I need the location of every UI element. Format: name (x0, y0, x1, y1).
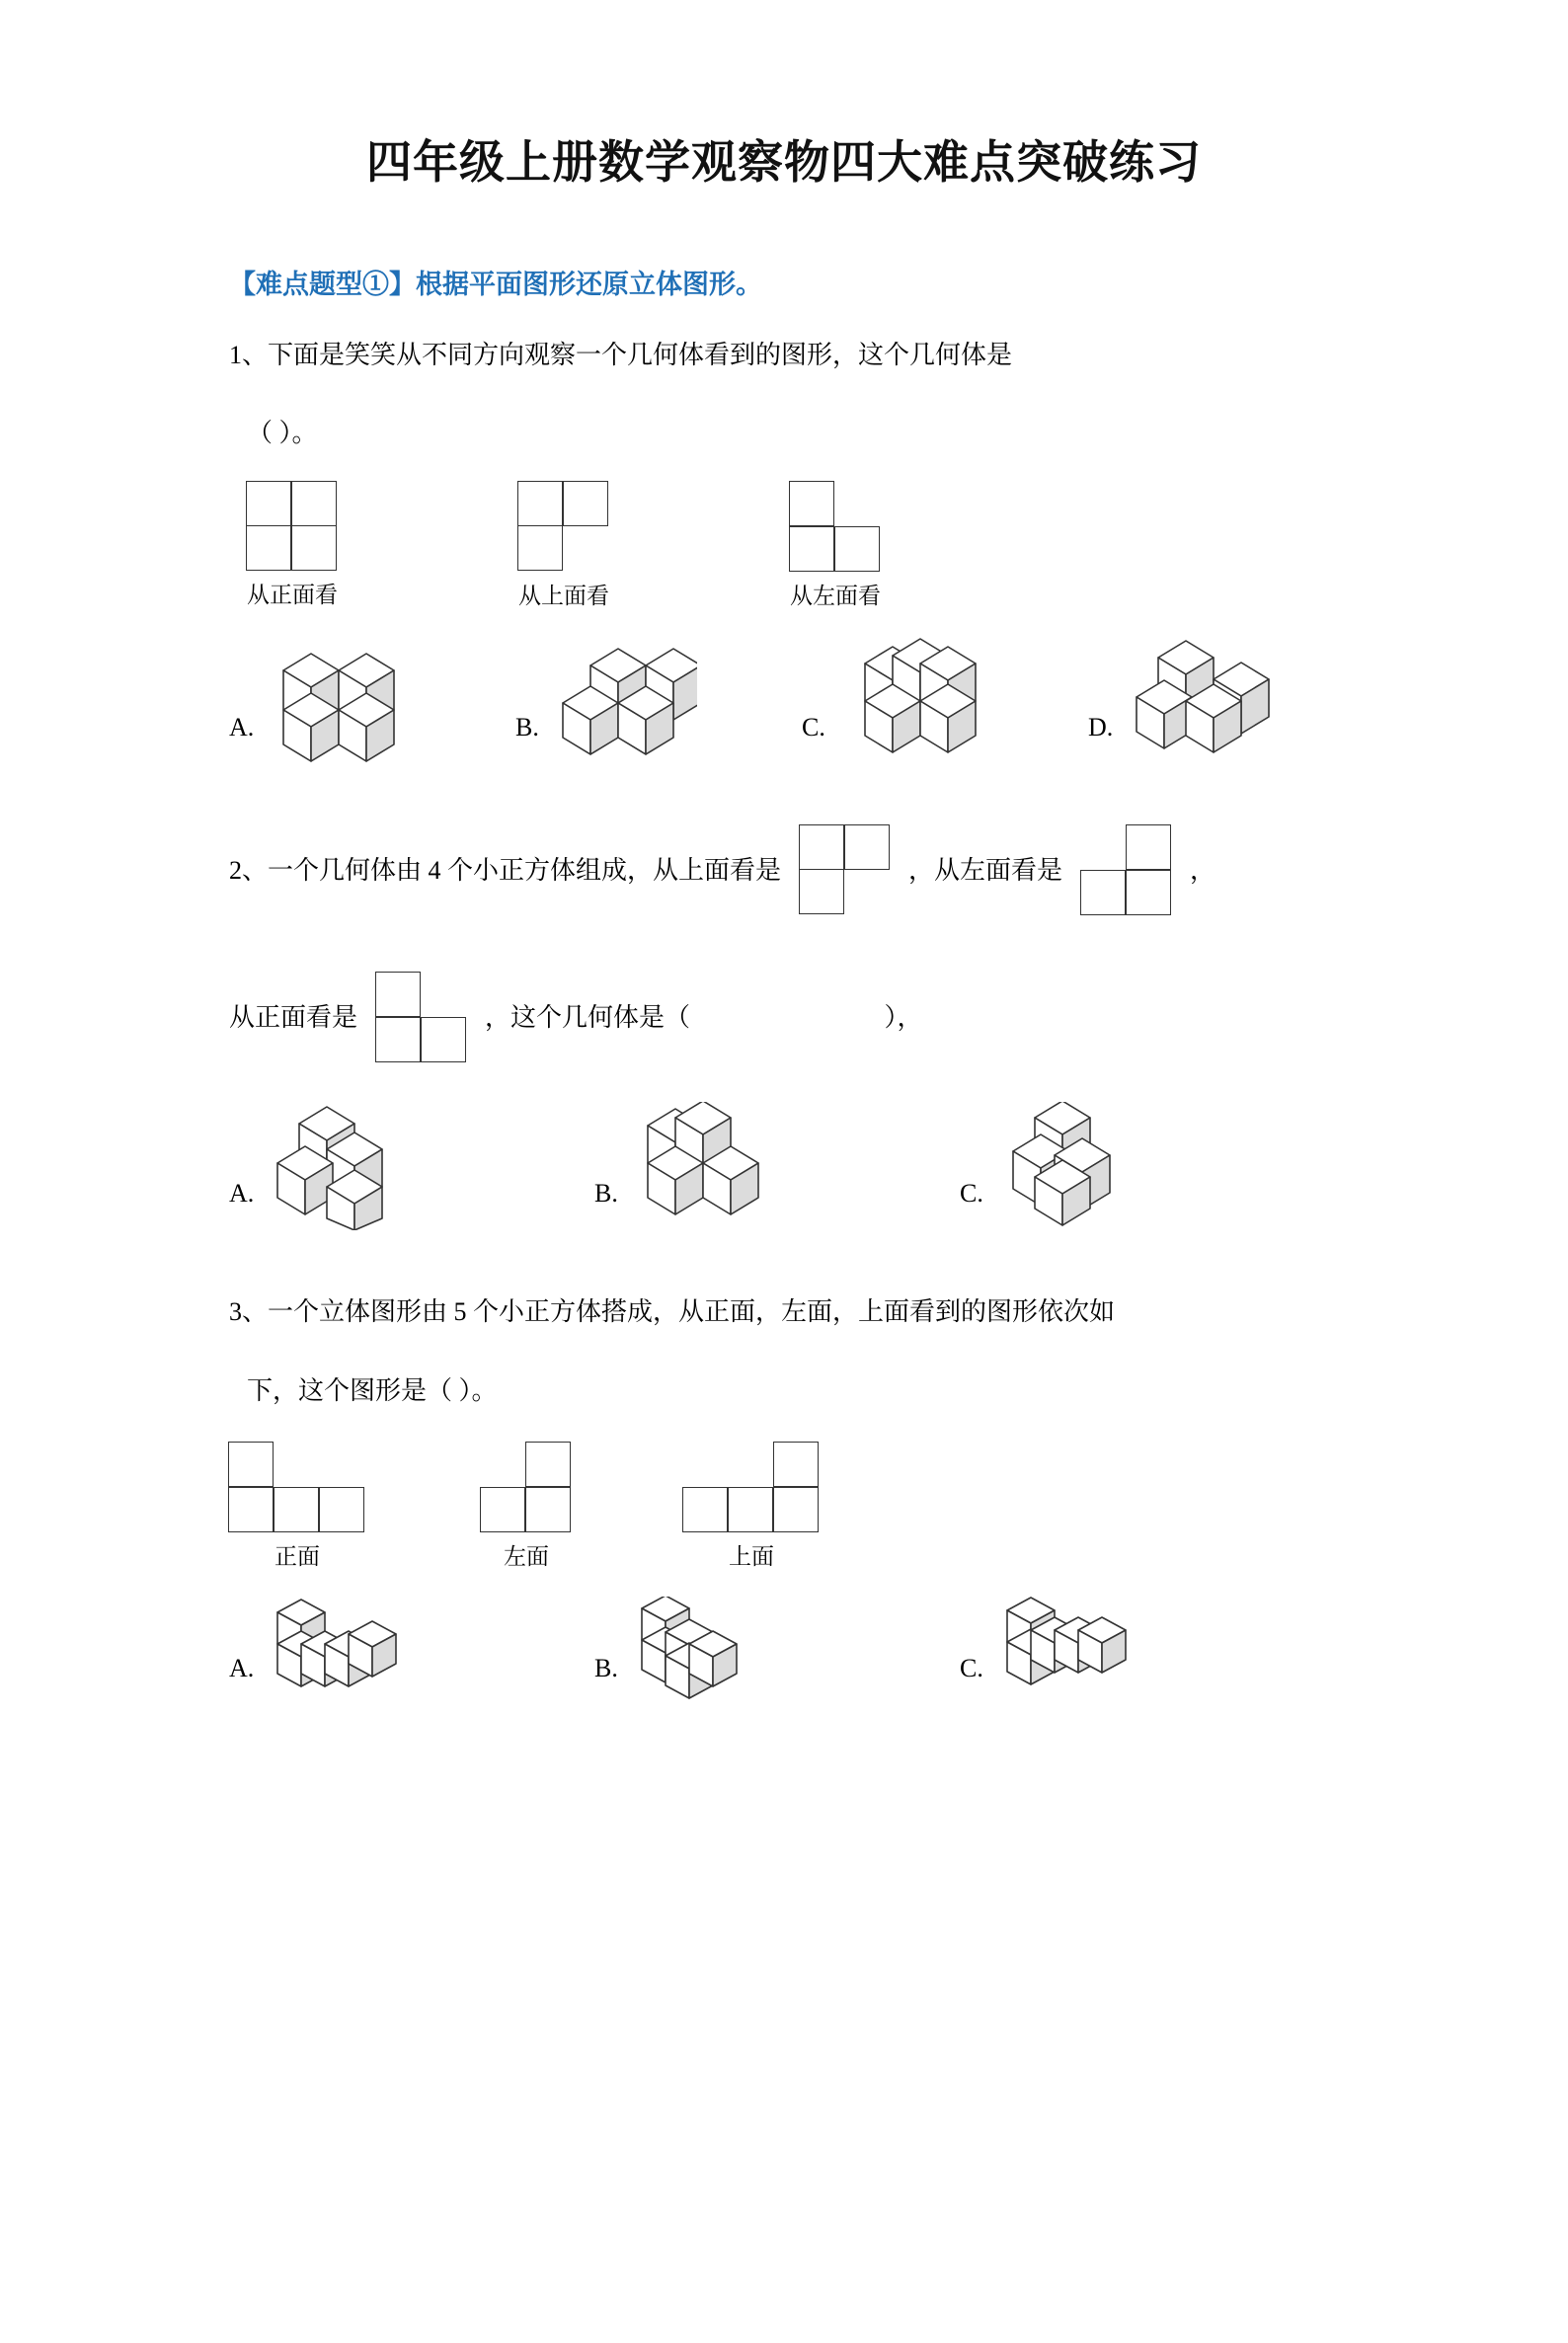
option-label: A. (229, 1654, 255, 1683)
grid-cell-empty (481, 1443, 526, 1488)
view-left-q1 (790, 482, 1061, 610)
grid-cell (421, 1017, 466, 1062)
view-caption: 上面 (729, 1544, 774, 1570)
grid-cell (228, 1487, 274, 1532)
view-caption: 从正面看 (247, 583, 338, 608)
question-2-text-part4: 从正面看是 (229, 1003, 358, 1033)
grid-cell (799, 824, 844, 870)
grid-cell (728, 1487, 773, 1532)
option-label: B. (594, 1179, 618, 1209)
question-2-line1 (229, 825, 1355, 915)
option-a-q1[interactable] (229, 636, 515, 764)
question-1-text-line2: （ ）。 (247, 419, 318, 448)
cube-figure-c-q1 (835, 636, 993, 764)
option-label: C. (802, 712, 825, 742)
question-1-views (247, 482, 1568, 610)
grid-cell-empty (729, 1443, 774, 1488)
cube-figure-c-q3 (993, 1597, 1171, 1705)
view-front-q1 (247, 482, 518, 610)
option-label: B. (594, 1654, 618, 1683)
option-b-q1[interactable] (515, 636, 802, 764)
question-2-line2 (229, 973, 1355, 1062)
grid-cell-empty (1081, 825, 1127, 871)
option-b-q3[interactable] (594, 1597, 960, 1705)
grid-cell (246, 481, 291, 526)
question-3-options (229, 1597, 1568, 1705)
question-3-text-line2: 下，这个图形是（ ）。 (247, 1375, 498, 1405)
grid-cell (480, 1487, 525, 1532)
grid-cell (1126, 824, 1171, 870)
grid-cell-empty (320, 1443, 365, 1488)
grid-cell (563, 481, 608, 526)
grid-cell (319, 1487, 364, 1532)
grid-cell (773, 1487, 819, 1532)
grid-cell (834, 526, 880, 572)
cube-figure-c-q2 (993, 1102, 1151, 1230)
option-c-q3[interactable] (960, 1597, 1325, 1705)
cube-figure-b-q2 (628, 1102, 786, 1230)
option-c-q2[interactable] (960, 1102, 1325, 1230)
cube-figure-b-q3 (628, 1597, 806, 1705)
grid-cell-empty (564, 526, 609, 572)
question-2-text-part5: ，这个几何体是（ (485, 1003, 691, 1033)
option-a-q3[interactable] (229, 1597, 594, 1705)
grid-cell (274, 1487, 319, 1532)
option-c-q1[interactable] (802, 636, 1088, 764)
view-front-q2 (376, 973, 467, 1062)
grid-cell (525, 1442, 571, 1487)
view-top-q1 (518, 482, 790, 610)
grid-cell (682, 1487, 728, 1532)
section-heading-1: 【难点题型①】根据平面图形还原立体图形。 (229, 270, 762, 299)
grid-cell (1080, 870, 1126, 915)
view-top-q2 (800, 825, 891, 915)
question-2-options (229, 1102, 1568, 1230)
page-title: 四年级上册数学观察物四大难点突破练习 (366, 136, 1202, 188)
cube-figure-b-q1 (549, 636, 697, 764)
grid-cell (844, 824, 890, 870)
grid-cell (228, 1442, 274, 1487)
worksheet-page (0, 126, 1568, 2343)
view-caption: 从上面看 (518, 583, 609, 608)
option-d-q1[interactable] (1088, 636, 1374, 764)
view-left-q2 (1081, 825, 1172, 915)
option-b-q2[interactable] (594, 1102, 960, 1230)
view-front-q3 (229, 1443, 481, 1571)
option-label: D. (1088, 712, 1114, 742)
question-2-text-part6: ）， (884, 1003, 923, 1033)
option-a-q2[interactable] (229, 1102, 594, 1230)
question-3-views (229, 1443, 1568, 1571)
cube-figure-a-q2 (264, 1102, 422, 1230)
view-caption: 左面 (504, 1544, 549, 1570)
view-top-q3 (683, 1443, 935, 1571)
question-2-text-part3: ， (1190, 855, 1216, 885)
option-label: A. (229, 1179, 255, 1209)
grid-cell (246, 525, 291, 571)
view-caption: 正面 (274, 1544, 320, 1570)
grid-cell (789, 526, 834, 572)
grid-cell (517, 481, 563, 526)
grid-cell (799, 869, 844, 914)
option-label: A. (229, 712, 255, 742)
cube-figure-d-q1 (1123, 636, 1291, 764)
option-label: C. (960, 1654, 983, 1683)
grid-cell (291, 525, 337, 571)
option-label: B. (515, 712, 539, 742)
question-1-text-line1: 1、下面是笑笑从不同方向观察一个几何体看到的图形，这个几何体是 (229, 341, 1013, 369)
view-caption: 从左面看 (790, 583, 881, 608)
grid-cell-empty (683, 1443, 729, 1488)
grid-cell (291, 481, 337, 526)
question-3-text-line1: 3、一个立体图形由 5 个小正方体搭成，从正面，左面，上面看到的图形依次如 (229, 1297, 1116, 1327)
grid-cell (517, 525, 563, 571)
grid-cell (375, 972, 421, 1017)
grid-cell-empty (835, 482, 881, 527)
grid-cell-empty (422, 973, 467, 1018)
question-2-text-part2: ，从左面看是 (908, 855, 1063, 885)
option-label: C. (960, 1179, 983, 1209)
cube-figure-a-q1 (264, 636, 412, 764)
grid-cell (1126, 870, 1171, 915)
grid-cell (375, 1017, 421, 1062)
question-2-text-part1: 2、一个几何体由 4 个小正方体组成，从上面看是 (229, 855, 782, 885)
cube-figure-a-q3 (264, 1597, 441, 1705)
question-1-options (229, 636, 1568, 764)
grid-cell (789, 481, 834, 526)
grid-cell (773, 1442, 819, 1487)
grid-cell-empty (274, 1443, 320, 1488)
grid-cell (525, 1487, 571, 1532)
grid-cell-empty (845, 870, 891, 915)
view-left-q3 (481, 1443, 683, 1571)
